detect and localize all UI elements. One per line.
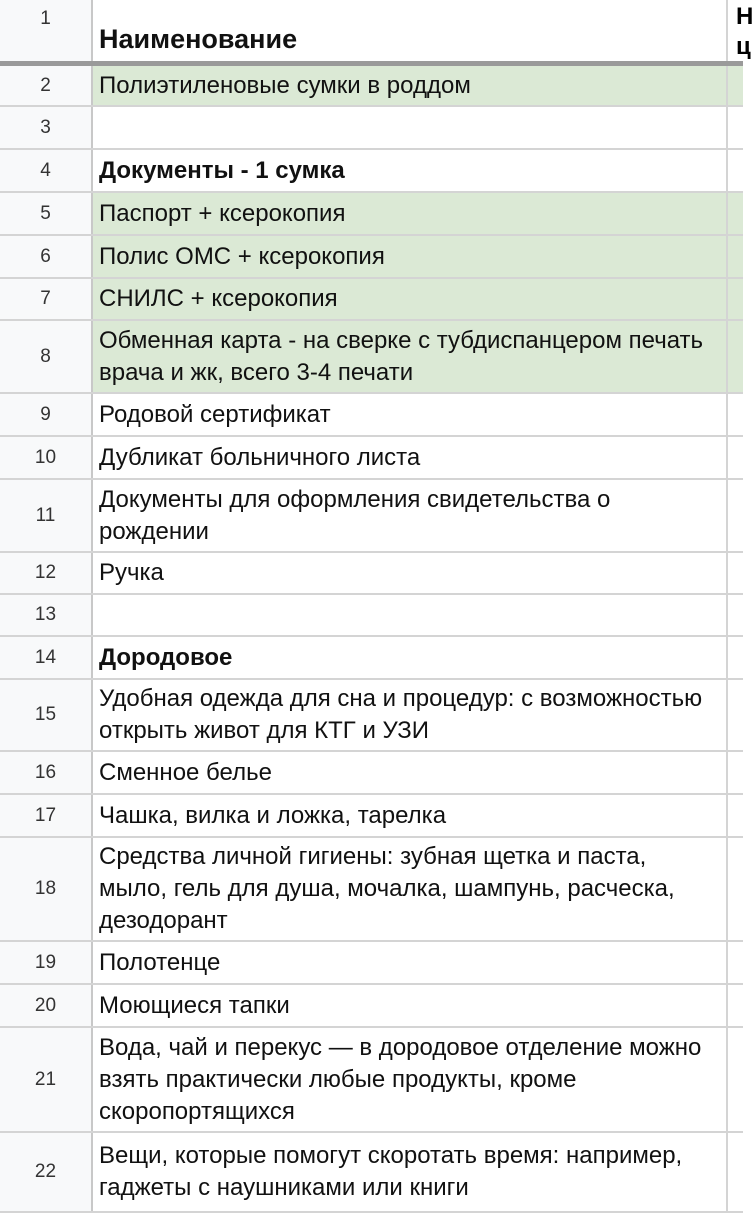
cell-name[interactable]: Документы - 1 сумка xyxy=(93,150,728,191)
cell-name[interactable]: Моющиеся тапки xyxy=(93,985,728,1026)
cell-name[interactable] xyxy=(93,107,728,148)
row-header[interactable]: 22 xyxy=(0,1133,93,1211)
cell-b[interactable] xyxy=(728,193,743,234)
cell-name[interactable]: Полис ОМС + ксерокопия xyxy=(93,236,728,277)
cell-b[interactable] xyxy=(728,150,743,191)
table-row xyxy=(0,394,743,437)
cell-name[interactable]: Полиэтиленовые сумки в роддом xyxy=(93,66,728,105)
table-row xyxy=(0,1028,743,1133)
cell-name[interactable]: Ручка xyxy=(93,553,728,593)
table-row xyxy=(0,637,743,680)
table-row xyxy=(0,985,743,1028)
table-row xyxy=(0,480,743,553)
cell-name[interactable]: Паспорт + ксерокопия xyxy=(93,193,728,234)
cell-b[interactable] xyxy=(728,480,743,551)
cell-b[interactable] xyxy=(728,680,743,750)
table-row xyxy=(0,107,743,150)
row-header[interactable]: 6 xyxy=(0,236,93,277)
cell-b[interactable] xyxy=(728,595,743,635)
cell-b[interactable] xyxy=(728,321,743,392)
table-row xyxy=(0,795,743,838)
cell-b[interactable] xyxy=(728,1028,743,1131)
cell-b[interactable] xyxy=(728,637,743,678)
row-header[interactable]: 19 xyxy=(0,942,93,983)
table-row xyxy=(0,942,743,985)
row-header[interactable]: 1 xyxy=(0,0,93,61)
cell-name[interactable]: СНИЛС + ксерокопия xyxy=(93,279,728,319)
table-row xyxy=(0,321,743,394)
cell-b[interactable] xyxy=(728,1133,743,1211)
cell-name[interactable]: Обменная карта - на сверке с тубдиспанцером печать врача и жк, всего 3-4 печати xyxy=(93,321,728,392)
row-header[interactable]: 11 xyxy=(0,480,93,551)
cell-name[interactable]: Полотенце xyxy=(93,942,728,983)
table-row xyxy=(0,553,743,595)
row-header[interactable]: 5 xyxy=(0,193,93,234)
row-header[interactable]: 20 xyxy=(0,985,93,1026)
table-row xyxy=(0,437,743,480)
cell-name[interactable]: Документы для оформления свидетельства о рождении xyxy=(93,480,728,551)
header-row xyxy=(0,0,753,66)
cell-name[interactable] xyxy=(93,595,728,635)
cell-name[interactable]: Удобная одежда для сна и процедур: с возможностью открыть живот для КТГ и УЗИ xyxy=(93,680,728,750)
row-header[interactable]: 18 xyxy=(0,838,93,940)
cell-b[interactable] xyxy=(728,985,743,1026)
table-row xyxy=(0,66,743,107)
row-header[interactable]: 9 xyxy=(0,394,93,435)
cell-name[interactable]: Дубликат больничного листа xyxy=(93,437,728,478)
cell-b[interactable] xyxy=(728,279,743,319)
cell-b[interactable] xyxy=(728,66,743,105)
cell-b[interactable] xyxy=(728,838,743,940)
cell-b[interactable] xyxy=(728,752,743,793)
cell-b[interactable] xyxy=(728,394,743,435)
table-row xyxy=(0,595,743,637)
table-row xyxy=(0,680,743,752)
row-header[interactable]: 14 xyxy=(0,637,93,678)
cell-a1[interactable]: Наименование xyxy=(93,0,728,61)
row-header[interactable]: 2 xyxy=(0,66,93,105)
cell-name[interactable]: Вещи, которые помогут скоротать время: например, гаджеты с наушниками или книги xyxy=(93,1133,728,1211)
row-header[interactable]: 17 xyxy=(0,795,93,836)
table-row xyxy=(0,838,743,942)
cell-b[interactable] xyxy=(728,236,743,277)
cell-b[interactable] xyxy=(728,553,743,593)
row-header[interactable]: 12 xyxy=(0,553,93,593)
row-header[interactable]: 21 xyxy=(0,1028,93,1131)
row-header[interactable]: 3 xyxy=(0,107,93,148)
row-header[interactable]: 7 xyxy=(0,279,93,319)
row-header[interactable]: 8 xyxy=(0,321,93,392)
table-row xyxy=(0,752,743,795)
cell-b[interactable] xyxy=(728,437,743,478)
cell-name[interactable]: Вода, чай и перекус — в дородовое отделение можно взять практически любые продукты, кроме скоропортящихся xyxy=(93,1028,728,1131)
table-row xyxy=(0,279,743,321)
cell-b[interactable] xyxy=(728,942,743,983)
row-header[interactable]: 4 xyxy=(0,150,93,191)
row-header[interactable]: 16 xyxy=(0,752,93,793)
cell-b1[interactable]: Н ц xyxy=(736,3,753,60)
cell-name[interactable]: Родовой сертификат xyxy=(93,394,728,435)
row-header[interactable]: 15 xyxy=(0,680,93,750)
row-header[interactable]: 10 xyxy=(0,437,93,478)
cell-b[interactable] xyxy=(728,107,743,148)
table-row xyxy=(0,150,743,193)
cell-name[interactable]: Чашка, вилка и ложка, тарелка xyxy=(93,795,728,836)
row-header[interactable]: 13 xyxy=(0,595,93,635)
table-row xyxy=(0,193,743,236)
cell-name[interactable]: Сменное белье xyxy=(93,752,728,793)
cell-name[interactable]: Дородовое xyxy=(93,637,728,678)
table-row xyxy=(0,236,743,279)
table-row xyxy=(0,1133,743,1213)
cell-name[interactable]: Средства личной гигиены: зубная щетка и паста, мыло, гель для душа, мочалка, шампунь, расческа, дезодорант xyxy=(93,838,728,940)
cell-b[interactable] xyxy=(728,795,743,836)
